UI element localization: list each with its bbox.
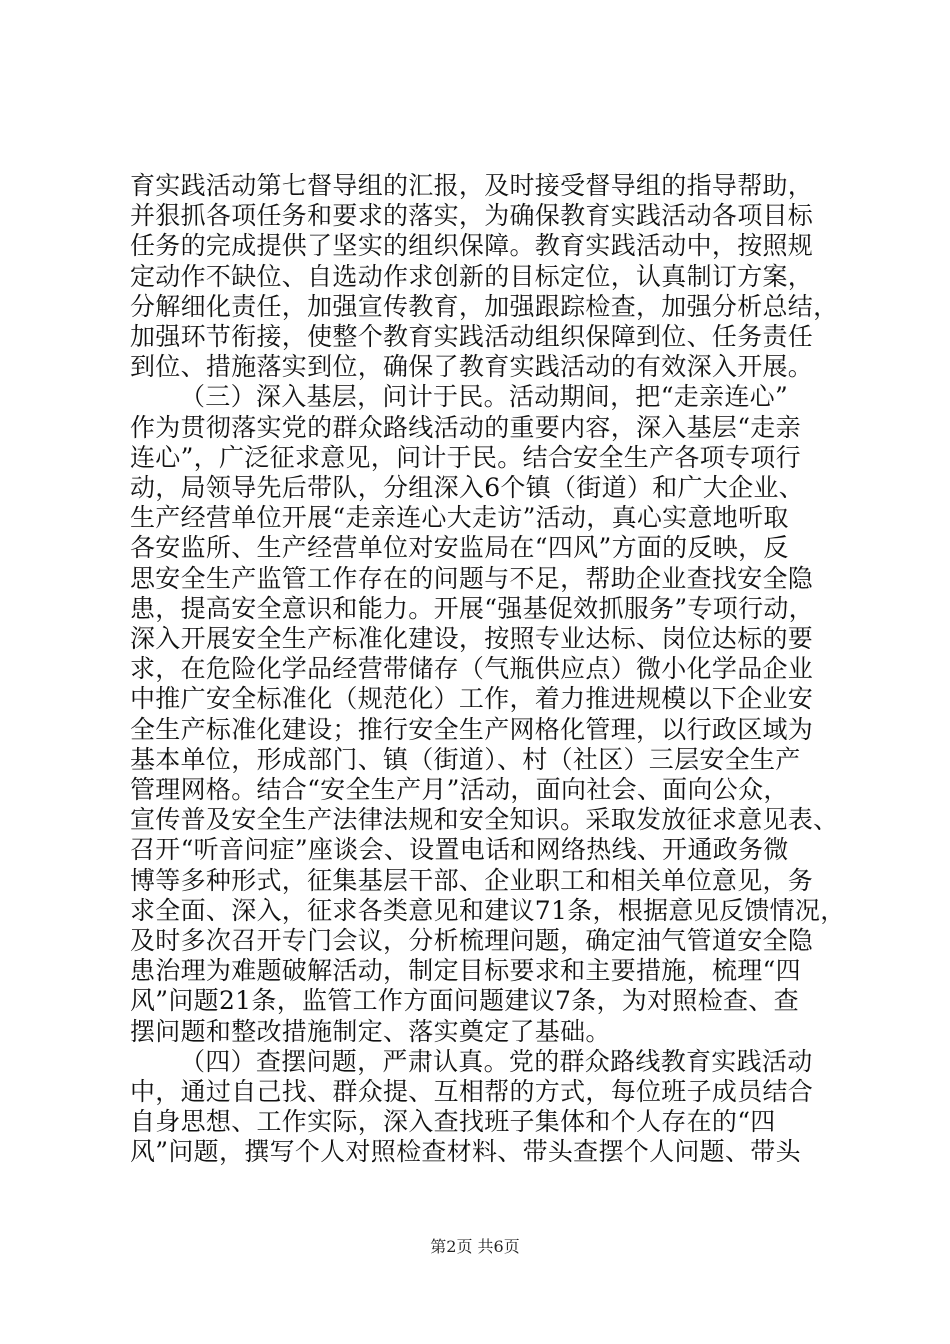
text-line: 深入开展安全生产标准化建设，按照专业达标、岗位达标的要 [130, 624, 814, 653]
text-line: 作为贯彻落实党的群众路线活动的重要内容，深入基层“走亲 [130, 413, 801, 442]
section-three-heading-line: （三）深入基层，问计于民。活动期间，把“走亲连心” [180, 382, 789, 411]
text-line: 连心”，广泛征求意见，问计于民。结合安全生产各项专项行 [130, 443, 801, 472]
text-line: 求，在危险化学品经营带储存（气瓶供应点）微小化学品企业 [130, 654, 814, 683]
text-line: 到位、措施落实到位，确保了教育实践活动的有效深入开展。 [130, 352, 814, 381]
text-line: 生产经营单位开展“走亲连心大走访”活动，真心实意地听取 [130, 503, 789, 532]
text-line: 基本单位，形成部门、镇（街道）、村（社区）三层安全生产 [130, 745, 801, 774]
text-line: 博等多种形式，征集基层干部、企业职工和相关单位意见，务 [130, 866, 814, 895]
text-line: 育实践活动第七督导组的汇报，及时接受督导组的指导帮助， [130, 171, 814, 200]
text-line: 管理网格。结合“安全生产月”活动，面向社会、面向公众， [130, 775, 789, 804]
text-line: 及时多次召开专门会议，分析梳理问题，确定油气管道安全隐 [130, 926, 814, 955]
text-line: 加强环节衔接，使整个教育实践活动组织保障到位、任务责任 [130, 322, 814, 351]
text-line: 召开“听音问症”座谈会、设置电话和网络热线、开通政务微 [130, 835, 789, 864]
text-line: 中，通过自己找、群众提、互相帮的方式，每位班子成员结合 [130, 1077, 814, 1106]
text-line: 患，提高安全意识和能力。开展“强基促效抓服务”专项行动， [130, 594, 814, 623]
text-line: 定动作不缺位、自选动作求创新的目标定位，认真制订方案， [130, 262, 814, 291]
text-line: 中推广安全标准化（规范化）工作，着力推进规模以下企业安 [130, 684, 814, 713]
text-line: 动，局领导先后带队，分组深入6个镇（街道）和广大企业、 [130, 473, 805, 502]
section-four-heading-line: （四）查摆问题，严肃认真。党的群众路线教育实践活动 [180, 1047, 813, 1076]
text-line: 风”问题21条，监管工作方面问题建议7条，为对照检查、查 [130, 986, 799, 1015]
text-line: 求全面、深入，征求各类意见和建议71条，根据意见反馈情况， [130, 896, 846, 925]
text-line: 风”问题，撰写个人对照检查材料、带头查摆个人问题、带头 [130, 1137, 801, 1166]
text-line: 任务的完成提供了坚实的组织保障。教育实践活动中，按照规 [130, 231, 814, 260]
text-line: 并狠抓各项任务和要求的落实，为确保教育实践活动各项目标 [130, 201, 814, 230]
text-line: 全生产标准化建设；推行安全生产网格化管理，以行政区域为 [130, 715, 814, 744]
text-line: 宣传普及安全生产法律法规和安全知识。采取发放征求意见表、 [130, 805, 839, 834]
text-line: 自身思想、工作实际，深入查找班子集体和个人存在的“四 [130, 1107, 776, 1136]
page-footer: 第2页 共6页 [430, 1237, 520, 1256]
text-line: 思安全生产监管工作存在的问题与不足，帮助企业查找安全隐 [130, 564, 814, 593]
text-line: 分解细化责任，加强宣传教育，加强跟踪检查，加强分析总结， [130, 292, 839, 321]
text-line: 患治理为难题破解活动，制定目标要求和主要措施，梳理“四 [130, 956, 801, 985]
text-line: 各安监所、生产经营单位对安监局在“四风”方面的反映，反 [130, 533, 789, 562]
text-line: 摆问题和整改措施制定、落实奠定了基础。 [130, 1017, 611, 1046]
